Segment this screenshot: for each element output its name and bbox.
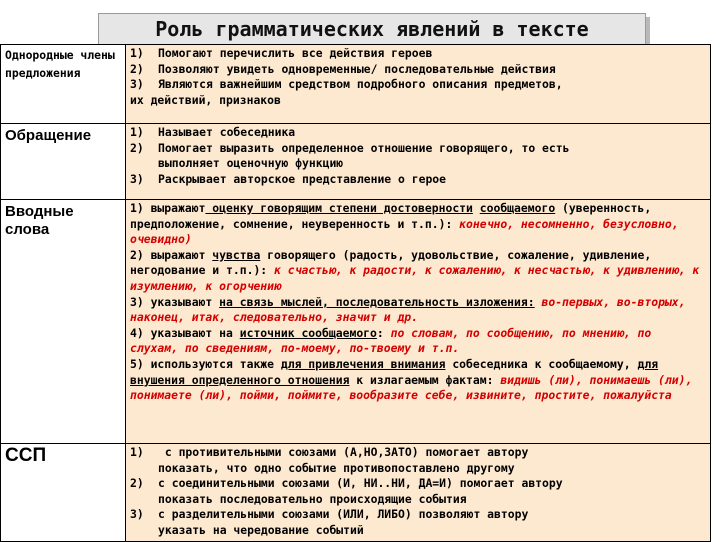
item-text: Помогает выразить определенное отношение говорящего, то есть — [158, 140, 570, 155]
list-item — [130, 507, 706, 523]
item-text: Называет собеседника — [158, 125, 296, 139]
example-words: к счастью, к радости, к сожалению, к несчастью, к удивлению, к изумлению, к огорчению — [130, 263, 700, 293]
text-run-underlined: сообщаемого — [479, 201, 556, 215]
text-run: 1) выражают — [130, 201, 206, 215]
term-cell — [1, 124, 126, 200]
list-item — [130, 77, 706, 93]
list-item — [130, 93, 706, 109]
description-cell — [126, 45, 711, 124]
text-run-underlined: для внушения определенного отношения — [130, 356, 659, 387]
item-text: с соединительными союзами (И, НИ..НИ, ДА=И) помогает автору — [158, 476, 563, 491]
list-item — [130, 141, 706, 157]
grammar-table — [0, 44, 711, 542]
item-number: 3) — [130, 507, 144, 522]
paragraph-4 — [130, 326, 706, 357]
list-item-continuation: показать, что одно событие противопоставлено другому — [158, 460, 515, 475]
paragraph-5 — [130, 357, 706, 404]
text-run: собеседника к сообщаемому, — [445, 356, 638, 371]
example-words: во-первых, во-вторых, наконец, итак, следовательно, значит и др. — [130, 294, 686, 325]
item-number: 1) — [130, 125, 144, 139]
page-title: Роль грамматических явлений в тексте — [155, 17, 589, 41]
description-cell — [126, 444, 711, 542]
list-item — [130, 476, 706, 492]
item-text: Позволяют увидеть одновременные/ последовательные действия — [158, 61, 556, 76]
item-text: Раскрывает авторское представление о герое — [158, 171, 447, 186]
text-run: 2) выражают — [130, 247, 213, 262]
list-item — [130, 445, 706, 461]
list-item-continuation: показать последовательно происходящие события — [158, 491, 467, 506]
list-item — [130, 125, 706, 141]
example-words: видишь (ли), понимаешь (ли), понимаете (ли), пойми, поймите, вообразите себе, извините, простите, пожалуйста — [130, 372, 693, 403]
term-cell — [1, 200, 126, 444]
paragraph-2 — [130, 248, 706, 295]
item-number: 3) — [130, 77, 144, 92]
item-text: Являются важнейшим средством подробного описания предметов, — [158, 77, 563, 92]
item-text: их действий, признаков — [130, 92, 281, 107]
term-cell — [1, 45, 126, 124]
title-banner — [98, 13, 646, 45]
text-run: (уверенность, предположение, сомнение, неуверенность и т.п.): — [130, 201, 652, 231]
text-run: к излагаемым фактам: — [349, 372, 501, 387]
text-run-underlined: источник сообщаемого — [239, 325, 377, 340]
table-row — [1, 444, 711, 542]
text-run-underlined: для привлечения внимания — [280, 356, 446, 371]
description-cell — [126, 124, 711, 200]
paragraph-3 — [130, 295, 706, 326]
item-number: 1) — [130, 46, 144, 60]
item-number: 3) — [130, 171, 144, 186]
text-run: 4) указывают на — [130, 325, 240, 340]
list-item-continuation: выполняет оценочную функцию — [158, 156, 344, 171]
example-words: по словам, по сообщению, по мнению, по слухам, по сведениям, по-моему, по-твоему и т.п. — [130, 325, 652, 356]
item-number: 2) — [130, 140, 144, 155]
text-run-underlined: чувства — [212, 247, 261, 262]
list-item — [130, 46, 706, 62]
term-label: Обращение — [5, 127, 92, 144]
term-label: ССП — [5, 445, 47, 466]
text-run: говорящего (радость, удовольствие, сожаление, удивление, негодование и т.п.): — [130, 247, 652, 278]
text-run-underlined: оценку говорящим степени достоверности — [205, 201, 473, 215]
item-number: 1) — [130, 445, 144, 459]
text-run-underlined: на связь мыслей, последовательность изложения: — [219, 294, 535, 309]
paragraph-1 — [130, 201, 706, 248]
term-label: Однородные члены предложения — [5, 48, 115, 80]
term-label: Вводные слова — [5, 203, 74, 238]
list-item — [130, 62, 706, 78]
list-item — [130, 172, 706, 188]
text-run: 5) используются также — [130, 356, 281, 371]
item-text: с противительными союзами (А,НО,ЗАТО) помогает автору — [158, 445, 529, 459]
text-run: : — [376, 325, 391, 340]
item-text: с разделительными союзами (ИЛИ, ЛИБО) позволяют автору — [158, 507, 529, 522]
item-number: 2) — [130, 61, 144, 76]
item-number: 2) — [130, 476, 144, 491]
list-item-continuation: указать на чередование событий — [158, 522, 364, 537]
description-cell — [126, 200, 711, 444]
example-words: конечно, несомненно, безусловно, очевидно) — [130, 216, 679, 247]
table-row — [1, 200, 711, 444]
item-text: Помогают перечислить все действия героев — [158, 46, 433, 60]
table-row — [1, 124, 711, 200]
term-cell — [1, 444, 126, 542]
table-row — [1, 45, 711, 124]
text-run: 3) указывают — [130, 294, 220, 309]
